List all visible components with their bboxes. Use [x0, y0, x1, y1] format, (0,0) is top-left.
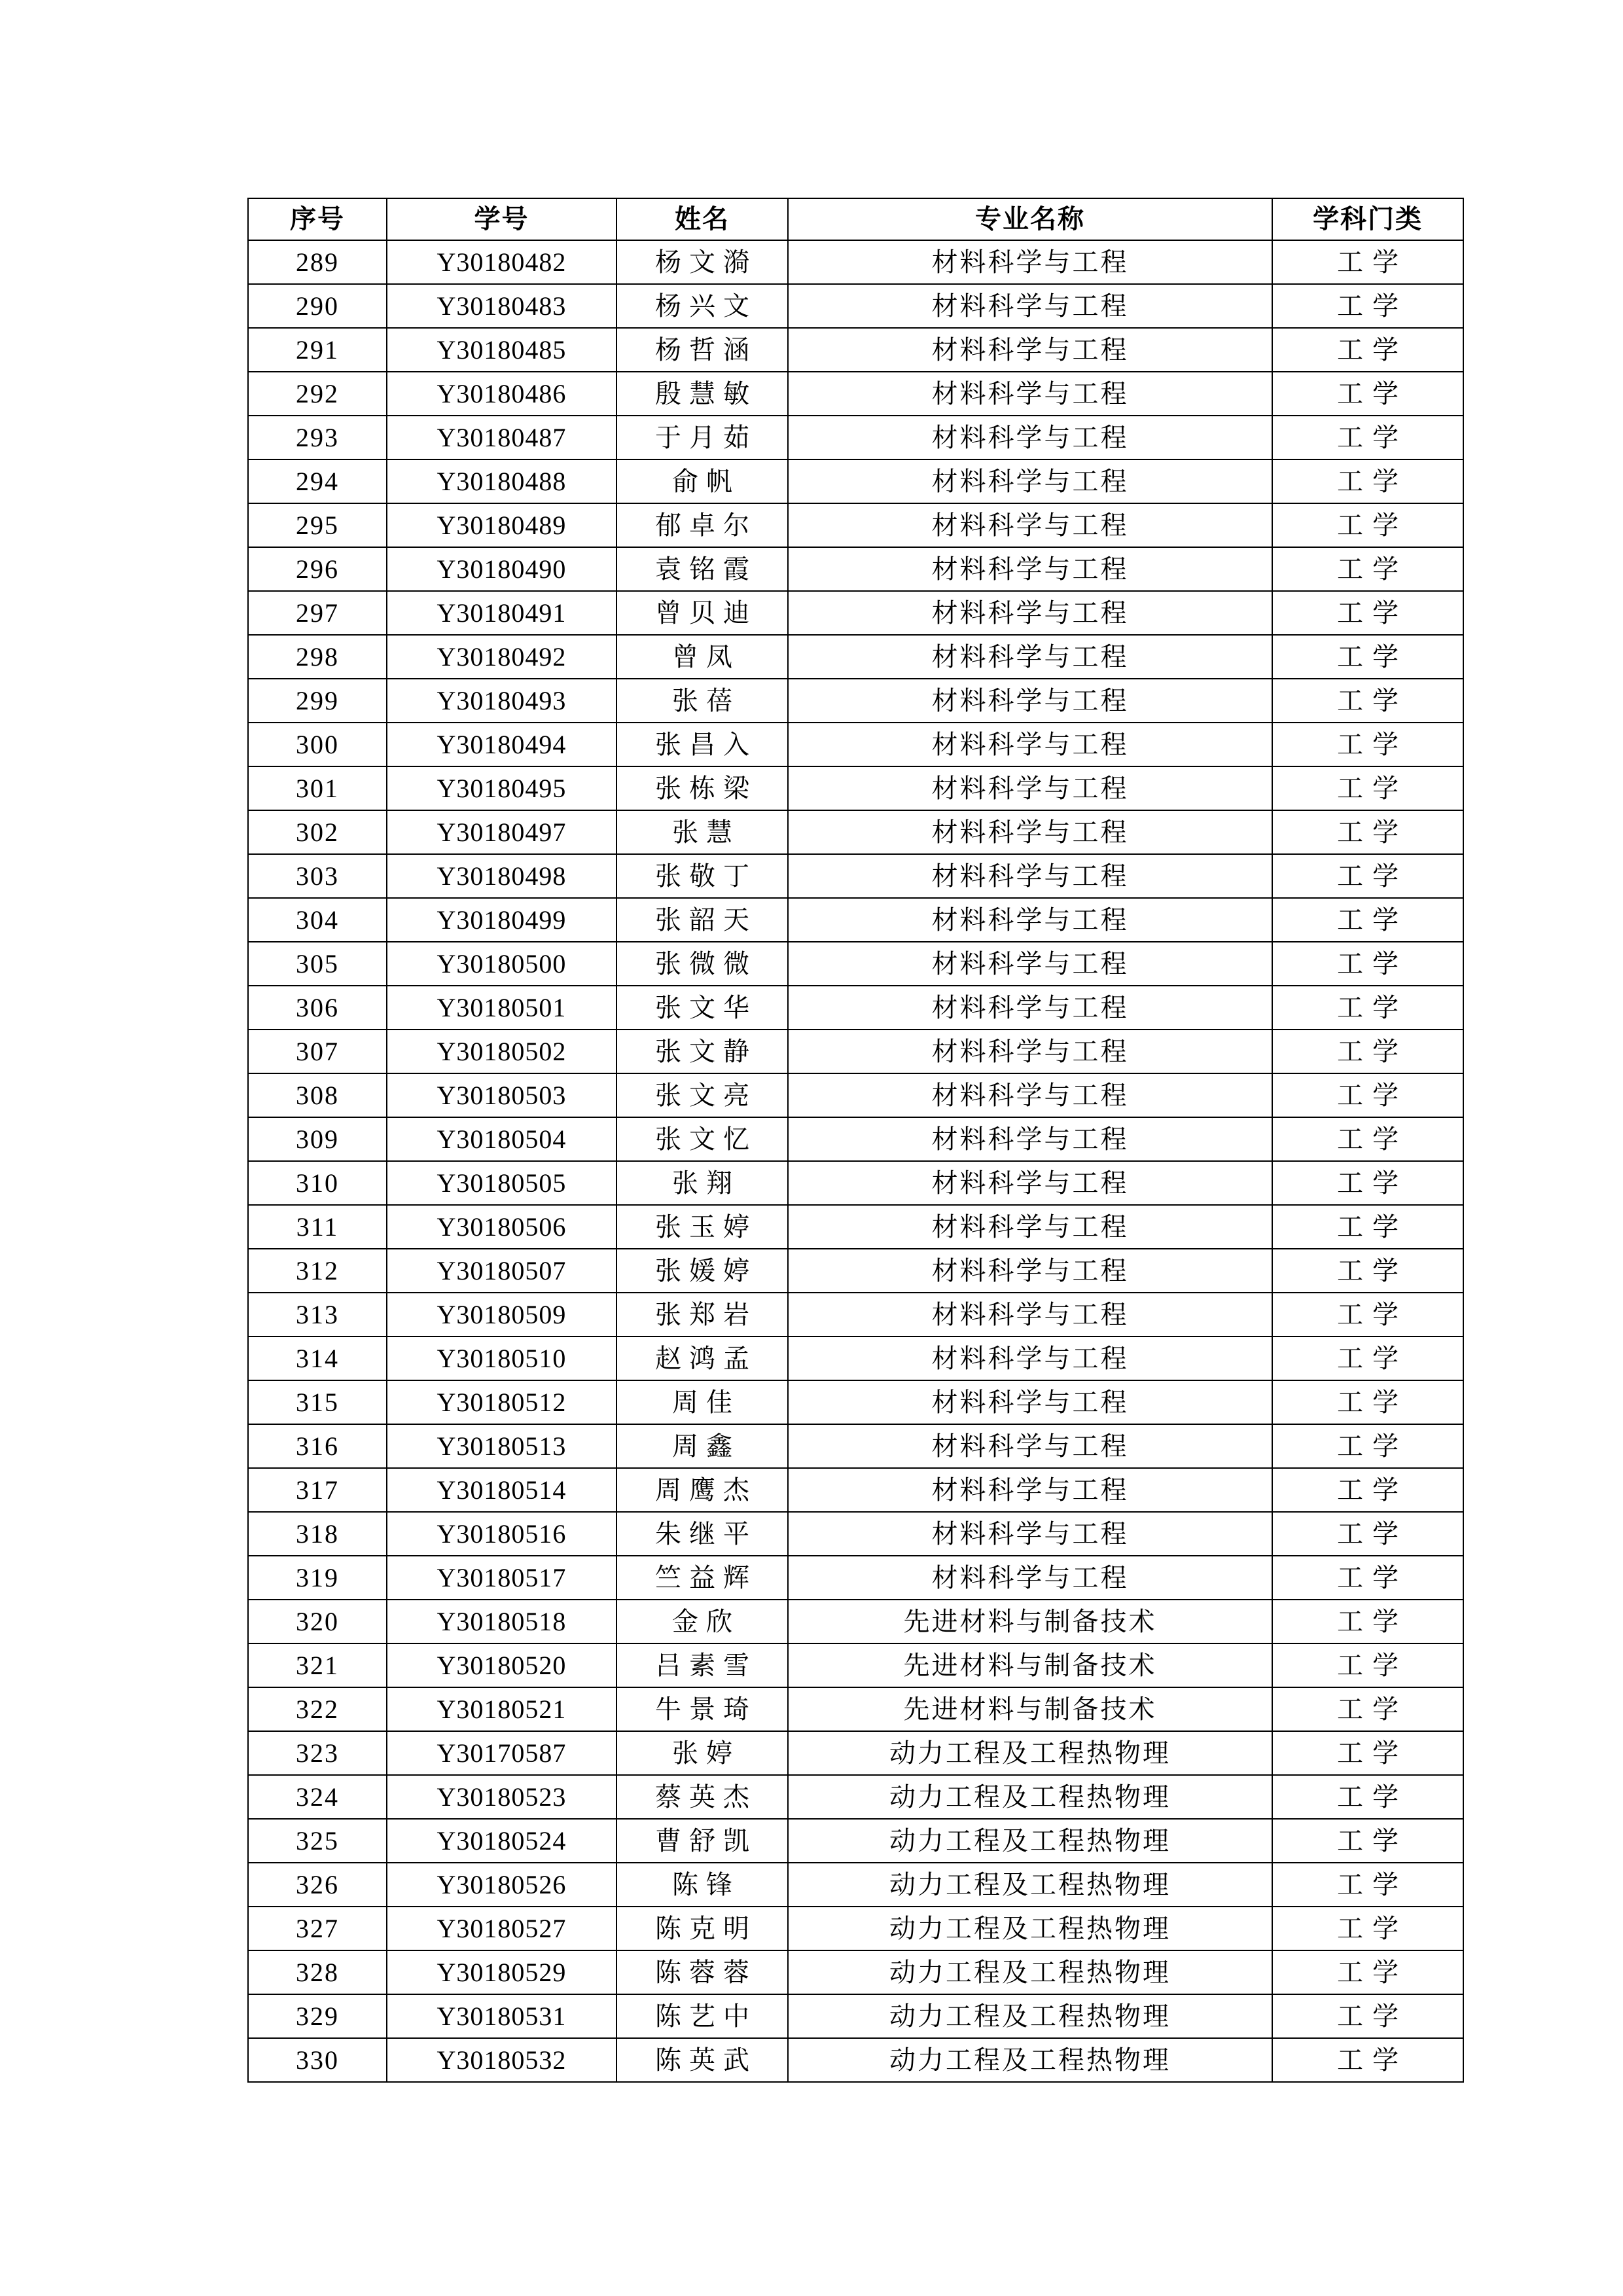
cell-student-id: Y30180482: [387, 240, 616, 284]
cell-discipline: 工学: [1272, 1556, 1463, 1600]
cell-name: 张玉婷: [616, 1205, 788, 1249]
cell-discipline: 工学: [1272, 810, 1463, 854]
table-row: [248, 766, 1463, 810]
table-row: [248, 1819, 1463, 1863]
cell-discipline: 工学: [1272, 1731, 1463, 1775]
table-row: [248, 854, 1463, 898]
cell-name: 张微微: [616, 942, 788, 986]
cell-name: 金欣: [616, 1600, 788, 1643]
table-row: [248, 1117, 1463, 1161]
cell-index: 317: [248, 1468, 387, 1512]
cell-name: 陈蓉蓉: [616, 1950, 788, 1994]
cell-major: 材料科学与工程: [788, 459, 1272, 503]
cell-discipline: 工学: [1272, 898, 1463, 942]
cell-name: 杨哲涵: [616, 328, 788, 372]
cell-index: 296: [248, 547, 387, 591]
cell-name: 竺益辉: [616, 1556, 788, 1600]
cell-discipline: 工学: [1272, 1161, 1463, 1205]
table-row: [248, 372, 1463, 416]
cell-index: 300: [248, 723, 387, 766]
cell-major: 材料科学与工程: [788, 810, 1272, 854]
cell-index: 320: [248, 1600, 387, 1643]
table-row: [248, 1073, 1463, 1117]
cell-index: 309: [248, 1117, 387, 1161]
table-row: [248, 1731, 1463, 1775]
cell-discipline: 工学: [1272, 1293, 1463, 1336]
cell-student-id: Y30180514: [387, 1468, 616, 1512]
cell-student-id: Y30180524: [387, 1819, 616, 1863]
cell-student-id: Y30180492: [387, 635, 616, 679]
table-row: [248, 1468, 1463, 1512]
cell-major: 材料科学与工程: [788, 854, 1272, 898]
cell-student-id: Y30180494: [387, 723, 616, 766]
table-row: [248, 1994, 1463, 2038]
cell-student-id: Y30180507: [387, 1249, 616, 1293]
cell-student-id: Y30180513: [387, 1424, 616, 1468]
column-header-discipline: 学科门类: [1272, 198, 1463, 240]
cell-major: 动力工程及工程热物理: [788, 1731, 1272, 1775]
table-row: [248, 1907, 1463, 1950]
cell-discipline: 工学: [1272, 1336, 1463, 1380]
table-row: [248, 1030, 1463, 1073]
cell-discipline: 工学: [1272, 459, 1463, 503]
cell-student-id: Y30180532: [387, 2038, 616, 2082]
cell-name: 陈锋: [616, 1863, 788, 1907]
cell-index: 293: [248, 416, 387, 459]
cell-name: 周鹰杰: [616, 1468, 788, 1512]
cell-student-id: Y30180512: [387, 1380, 616, 1424]
cell-major: 动力工程及工程热物理: [788, 1863, 1272, 1907]
cell-major: 材料科学与工程: [788, 591, 1272, 635]
cell-name: 曹舒凯: [616, 1819, 788, 1863]
cell-student-id: Y30180527: [387, 1907, 616, 1950]
cell-discipline: 工学: [1272, 1424, 1463, 1468]
table-row: [248, 1687, 1463, 1731]
cell-name: 张敬丁: [616, 854, 788, 898]
cell-student-id: Y30180518: [387, 1600, 616, 1643]
column-header-student-id: 学号: [387, 198, 616, 240]
cell-index: 327: [248, 1907, 387, 1950]
cell-name: 袁铭霞: [616, 547, 788, 591]
cell-name: 殷慧敏: [616, 372, 788, 416]
table-row: [248, 1424, 1463, 1468]
cell-index: 299: [248, 679, 387, 723]
table-row: [248, 503, 1463, 547]
cell-name: 张文华: [616, 986, 788, 1030]
table-body: [248, 240, 1463, 2082]
cell-index: 310: [248, 1161, 387, 1205]
cell-major: 材料科学与工程: [788, 1424, 1272, 1468]
cell-name: 陈英武: [616, 2038, 788, 2082]
cell-discipline: 工学: [1272, 372, 1463, 416]
cell-discipline: 工学: [1272, 1030, 1463, 1073]
cell-major: 材料科学与工程: [788, 1293, 1272, 1336]
cell-name: 陈克明: [616, 1907, 788, 1950]
cell-discipline: 工学: [1272, 328, 1463, 372]
cell-name: 杨文漪: [616, 240, 788, 284]
student-roster-table: [247, 198, 1464, 2083]
cell-major: 材料科学与工程: [788, 1380, 1272, 1424]
cell-index: 290: [248, 284, 387, 328]
table-row: [248, 547, 1463, 591]
cell-index: 302: [248, 810, 387, 854]
cell-index: 311: [248, 1205, 387, 1249]
cell-name: 郁卓尔: [616, 503, 788, 547]
cell-discipline: 工学: [1272, 1907, 1463, 1950]
cell-discipline: 工学: [1272, 1819, 1463, 1863]
cell-index: 289: [248, 240, 387, 284]
cell-discipline: 工学: [1272, 1073, 1463, 1117]
cell-name: 周鑫: [616, 1424, 788, 1468]
cell-index: 297: [248, 591, 387, 635]
cell-student-id: Y30180517: [387, 1556, 616, 1600]
cell-index: 305: [248, 942, 387, 986]
cell-discipline: 工学: [1272, 240, 1463, 284]
table-row: [248, 1293, 1463, 1336]
cell-discipline: 工学: [1272, 942, 1463, 986]
cell-major: 材料科学与工程: [788, 1030, 1272, 1073]
table-row: [248, 1863, 1463, 1907]
cell-major: 先进材料与制备技术: [788, 1687, 1272, 1731]
cell-name: 蔡英杰: [616, 1775, 788, 1819]
table-row: [248, 1249, 1463, 1293]
cell-index: 326: [248, 1863, 387, 1907]
table-row: [248, 1643, 1463, 1687]
cell-student-id: Y30180495: [387, 766, 616, 810]
cell-name: 曾凤: [616, 635, 788, 679]
cell-discipline: 工学: [1272, 854, 1463, 898]
cell-index: 322: [248, 1687, 387, 1731]
cell-name: 张郑岩: [616, 1293, 788, 1336]
cell-student-id: Y30180483: [387, 284, 616, 328]
cell-discipline: 工学: [1272, 2038, 1463, 2082]
cell-index: 330: [248, 2038, 387, 2082]
cell-major: 动力工程及工程热物理: [788, 1907, 1272, 1950]
cell-major: 材料科学与工程: [788, 1117, 1272, 1161]
cell-discipline: 工学: [1272, 1950, 1463, 1994]
cell-index: 298: [248, 635, 387, 679]
cell-discipline: 工学: [1272, 1775, 1463, 1819]
cell-index: 303: [248, 854, 387, 898]
cell-student-id: Y30180516: [387, 1512, 616, 1556]
cell-major: 材料科学与工程: [788, 416, 1272, 459]
cell-name: 杨兴文: [616, 284, 788, 328]
cell-student-id: Y30180503: [387, 1073, 616, 1117]
table-row: [248, 240, 1463, 284]
cell-discipline: 工学: [1272, 547, 1463, 591]
cell-index: 291: [248, 328, 387, 372]
cell-index: 307: [248, 1030, 387, 1073]
cell-index: 328: [248, 1950, 387, 1994]
table-row: [248, 459, 1463, 503]
cell-discipline: 工学: [1272, 1994, 1463, 2038]
cell-index: 304: [248, 898, 387, 942]
cell-major: 材料科学与工程: [788, 1073, 1272, 1117]
cell-major: 材料科学与工程: [788, 986, 1272, 1030]
header-row: [248, 198, 1463, 240]
cell-discipline: 工学: [1272, 635, 1463, 679]
cell-major: 材料科学与工程: [788, 1512, 1272, 1556]
cell-name: 张媛婷: [616, 1249, 788, 1293]
table-row: [248, 810, 1463, 854]
table-row: [248, 898, 1463, 942]
cell-index: 325: [248, 1819, 387, 1863]
cell-name: 张韶天: [616, 898, 788, 942]
cell-discipline: 工学: [1272, 503, 1463, 547]
cell-name: 曾贝迪: [616, 591, 788, 635]
cell-name: 陈艺中: [616, 1994, 788, 2038]
table-row: [248, 1380, 1463, 1424]
cell-index: 314: [248, 1336, 387, 1380]
cell-name: 张翔: [616, 1161, 788, 1205]
cell-discipline: 工学: [1272, 986, 1463, 1030]
table-row: [248, 1775, 1463, 1819]
table-row: [248, 1205, 1463, 1249]
table-row: [248, 1600, 1463, 1643]
cell-major: 动力工程及工程热物理: [788, 2038, 1272, 2082]
cell-discipline: 工学: [1272, 679, 1463, 723]
cell-student-id: Y30180502: [387, 1030, 616, 1073]
cell-student-id: Y30180523: [387, 1775, 616, 1819]
cell-major: 材料科学与工程: [788, 1556, 1272, 1600]
table-row: [248, 1336, 1463, 1380]
cell-name: 张婷: [616, 1731, 788, 1775]
cell-major: 材料科学与工程: [788, 635, 1272, 679]
cell-name: 张文忆: [616, 1117, 788, 1161]
table-row: [248, 2038, 1463, 2082]
cell-major: 材料科学与工程: [788, 547, 1272, 591]
cell-major: 材料科学与工程: [788, 1336, 1272, 1380]
cell-major: 材料科学与工程: [788, 766, 1272, 810]
cell-student-id: Y30180520: [387, 1643, 616, 1687]
table-row: [248, 942, 1463, 986]
cell-discipline: 工学: [1272, 1117, 1463, 1161]
cell-discipline: 工学: [1272, 1687, 1463, 1731]
cell-name: 俞帆: [616, 459, 788, 503]
cell-index: 319: [248, 1556, 387, 1600]
table-row: [248, 1161, 1463, 1205]
table-row: [248, 679, 1463, 723]
cell-major: 材料科学与工程: [788, 679, 1272, 723]
cell-name: 吕素雪: [616, 1643, 788, 1687]
table-row: [248, 284, 1463, 328]
table-row: [248, 1556, 1463, 1600]
cell-discipline: 工学: [1272, 1380, 1463, 1424]
cell-index: 308: [248, 1073, 387, 1117]
cell-major: 材料科学与工程: [788, 328, 1272, 372]
cell-major: 材料科学与工程: [788, 1161, 1272, 1205]
cell-index: 323: [248, 1731, 387, 1775]
cell-student-id: Y30170587: [387, 1731, 616, 1775]
cell-student-id: Y30180504: [387, 1117, 616, 1161]
cell-discipline: 工学: [1272, 1512, 1463, 1556]
cell-major: 动力工程及工程热物理: [788, 1950, 1272, 1994]
cell-student-id: Y30180510: [387, 1336, 616, 1380]
cell-student-id: Y30180506: [387, 1205, 616, 1249]
cell-student-id: Y30180488: [387, 459, 616, 503]
cell-major: 材料科学与工程: [788, 372, 1272, 416]
column-header-index: 序号: [248, 198, 387, 240]
cell-discipline: 工学: [1272, 1205, 1463, 1249]
table-row: [248, 1512, 1463, 1556]
table-row: [248, 635, 1463, 679]
cell-discipline: 工学: [1272, 1249, 1463, 1293]
cell-index: 316: [248, 1424, 387, 1468]
cell-index: 295: [248, 503, 387, 547]
cell-index: 313: [248, 1293, 387, 1336]
cell-name: 张蓓: [616, 679, 788, 723]
cell-student-id: Y30180485: [387, 328, 616, 372]
table-row: [248, 986, 1463, 1030]
table-row: [248, 591, 1463, 635]
cell-major: 材料科学与工程: [788, 503, 1272, 547]
cell-major: 材料科学与工程: [788, 284, 1272, 328]
column-header-major: 专业名称: [788, 198, 1272, 240]
cell-index: 321: [248, 1643, 387, 1687]
cell-discipline: 工学: [1272, 1600, 1463, 1643]
cell-discipline: 工学: [1272, 1643, 1463, 1687]
cell-name: 张栋梁: [616, 766, 788, 810]
table-row: [248, 723, 1463, 766]
column-header-name: 姓名: [616, 198, 788, 240]
cell-name: 朱继平: [616, 1512, 788, 1556]
cell-major: 动力工程及工程热物理: [788, 1994, 1272, 2038]
cell-major: 先进材料与制备技术: [788, 1643, 1272, 1687]
cell-student-id: Y30180500: [387, 942, 616, 986]
cell-index: 318: [248, 1512, 387, 1556]
cell-name: 牛景琦: [616, 1687, 788, 1731]
cell-student-id: Y30180501: [387, 986, 616, 1030]
cell-discipline: 工学: [1272, 723, 1463, 766]
cell-student-id: Y30180487: [387, 416, 616, 459]
cell-student-id: Y30180526: [387, 1863, 616, 1907]
cell-index: 315: [248, 1380, 387, 1424]
cell-index: 329: [248, 1994, 387, 2038]
cell-discipline: 工学: [1272, 591, 1463, 635]
cell-major: 材料科学与工程: [788, 898, 1272, 942]
cell-major: 材料科学与工程: [788, 723, 1272, 766]
cell-major: 材料科学与工程: [788, 240, 1272, 284]
cell-major: 材料科学与工程: [788, 1468, 1272, 1512]
cell-student-id: Y30180529: [387, 1950, 616, 1994]
cell-major: 动力工程及工程热物理: [788, 1775, 1272, 1819]
cell-name: 赵鸿孟: [616, 1336, 788, 1380]
cell-name: 于月茹: [616, 416, 788, 459]
cell-student-id: Y30180509: [387, 1293, 616, 1336]
cell-major: 材料科学与工程: [788, 942, 1272, 986]
cell-student-id: Y30180491: [387, 591, 616, 635]
cell-index: 324: [248, 1775, 387, 1819]
cell-student-id: Y30180521: [387, 1687, 616, 1731]
cell-discipline: 工学: [1272, 1468, 1463, 1512]
table-row: [248, 416, 1463, 459]
cell-student-id: Y30180499: [387, 898, 616, 942]
cell-student-id: Y30180531: [387, 1994, 616, 2038]
cell-student-id: Y30180505: [387, 1161, 616, 1205]
cell-discipline: 工学: [1272, 766, 1463, 810]
cell-name: 张昌入: [616, 723, 788, 766]
cell-discipline: 工学: [1272, 1863, 1463, 1907]
cell-index: 312: [248, 1249, 387, 1293]
cell-major: 动力工程及工程热物理: [788, 1819, 1272, 1863]
cell-student-id: Y30180498: [387, 854, 616, 898]
cell-major: 先进材料与制备技术: [788, 1600, 1272, 1643]
cell-student-id: Y30180486: [387, 372, 616, 416]
cell-index: 292: [248, 372, 387, 416]
cell-student-id: Y30180490: [387, 547, 616, 591]
cell-major: 材料科学与工程: [788, 1205, 1272, 1249]
cell-index: 301: [248, 766, 387, 810]
cell-discipline: 工学: [1272, 416, 1463, 459]
cell-name: 张慧: [616, 810, 788, 854]
cell-name: 周佳: [616, 1380, 788, 1424]
cell-student-id: Y30180493: [387, 679, 616, 723]
cell-index: 294: [248, 459, 387, 503]
cell-index: 306: [248, 986, 387, 1030]
cell-discipline: 工学: [1272, 284, 1463, 328]
table-row: [248, 328, 1463, 372]
cell-student-id: Y30180497: [387, 810, 616, 854]
cell-name: 张文静: [616, 1030, 788, 1073]
cell-name: 张文亮: [616, 1073, 788, 1117]
table-row: [248, 1950, 1463, 1994]
cell-student-id: Y30180489: [387, 503, 616, 547]
cell-major: 材料科学与工程: [788, 1249, 1272, 1293]
